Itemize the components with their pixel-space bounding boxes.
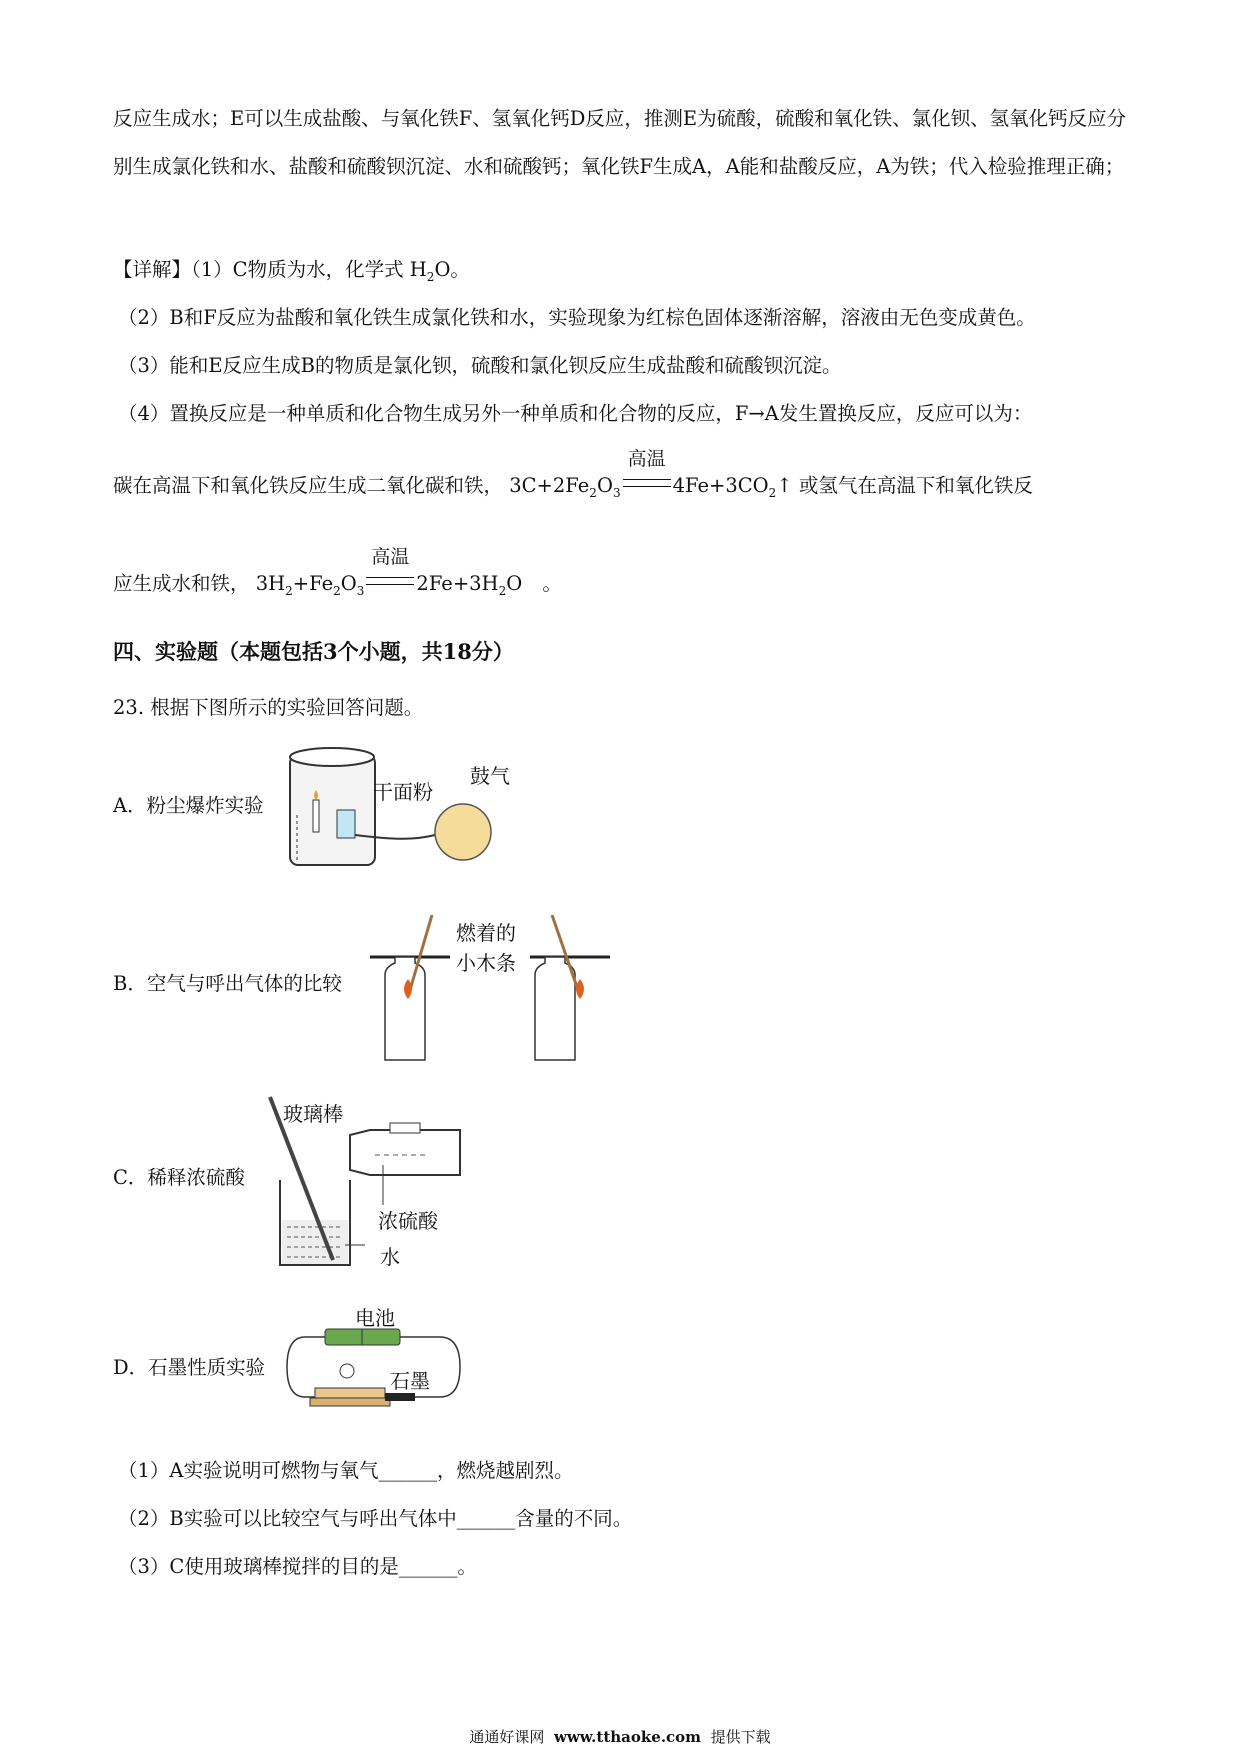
equals-sign (366, 577, 414, 585)
burning-stick-label-1: 燃着的 (456, 921, 516, 945)
reaction-condition: 高温 (371, 546, 410, 568)
detail-line-5: 碳在高温下和氧化铁反应生成二氧化碳和铁， $3C+2Fe_2O_3$ 高温 $4Fe+3CO_2↑$ 或氢气在高温下和氧化铁反 (113, 470, 1033, 500)
reaction-condition: 高温 (627, 448, 666, 470)
water-label: 水 (380, 1245, 400, 1269)
section-heading: 四、实验题（本题包括3个小题，共18分） (113, 639, 514, 664)
figure-c-label: C．稀释浓硫酸 (113, 1166, 245, 1189)
question-23: 23. 根据下图所示的实验回答问题。 (113, 696, 424, 719)
sub-question-3: （3）C使用玻璃棒搅拌的目的是______。 (118, 1555, 477, 1578)
flour-label: 干面粉 (373, 780, 433, 804)
detail-line-2: （2）B和F反应为盐酸和氧化铁生成氯化铁和水，实验现象为红棕色固体逐渐溶解，溶液由无色变成黄色。 (118, 306, 1036, 329)
figure-b-label: B．空气与呼出气体的比较 (113, 972, 342, 995)
bellows-label: 鼓气 (470, 764, 510, 788)
concentrated-acid-label: 浓硫酸 (378, 1209, 438, 1233)
glass-rod-label: 玻璃棒 (283, 1102, 343, 1126)
sub-question-2: （2）B实验可以比较空气与呼出气体中______含量的不同。 (118, 1507, 633, 1530)
equals-sign (623, 479, 671, 487)
detail-line-6: 应生成水和铁， $3H_2+Fe_2O_3$ 高温 $2Fe+3H_2O$ 。 (113, 568, 562, 598)
figure-d-label: D．石墨性质实验 (113, 1356, 266, 1379)
page-footer (0, 1726, 1240, 1747)
detail-tag: 【详解】 (113, 258, 192, 281)
footer-url[interactable]: www.tthaoke.com (553, 1728, 702, 1746)
figure-a-label: A．粉尘爆炸实验 (113, 794, 264, 817)
intro-paragraph: 反应生成水；E可以生成盐酸、与氧化铁F、氢氧化钙D反应，推测E为硫酸，硫酸和氧化铁、氯化钡、氢氧化钙反应分别生成氯化铁和水、盐酸和硫酸钡沉淀、水和硫酸钙；氧化铁F生成A，A能和盐酸反应，A为铁；代入检验推理正确； (113, 107, 1127, 178)
burning-stick-label-2: 小木条 (456, 951, 516, 975)
gas-arrow-icon: ↑ (776, 474, 793, 497)
equation-1: $3C+2Fe_2O_3$ 高温 $4Fe+3CO_2↑$ (509, 474, 799, 497)
footer-suffix: 提供下载 (710, 1728, 771, 1746)
detail-line-1: 【详解】（1）C物质为水，化学式 $H_2O$。 (113, 258, 470, 284)
equation-2: $3H_2+Fe_2O_3$ 高温 $2Fe+3H_2O$ (256, 572, 529, 595)
battery-label: 电池 (355, 1306, 395, 1330)
sub-question-1: （1）A实验说明可燃物与氧气______，燃烧越剧烈。 (118, 1459, 574, 1482)
detail-line-4: （4）置换反应是一种单质和化合物生成另外一种单质和化合物的反应，F→A发生置换反应，反应可以为： (118, 402, 1033, 425)
graphite-conductivity-circuit (285, 1325, 475, 1415)
detail-line-3: （3）能和E反应生成B的物质是氯化钡，硫酸和氯化钡反应生成盐酸和硫酸钡沉淀。 (118, 354, 842, 377)
footer-site: 通通好课网 (469, 1728, 545, 1746)
graphite-label: 石墨 (390, 1369, 430, 1393)
